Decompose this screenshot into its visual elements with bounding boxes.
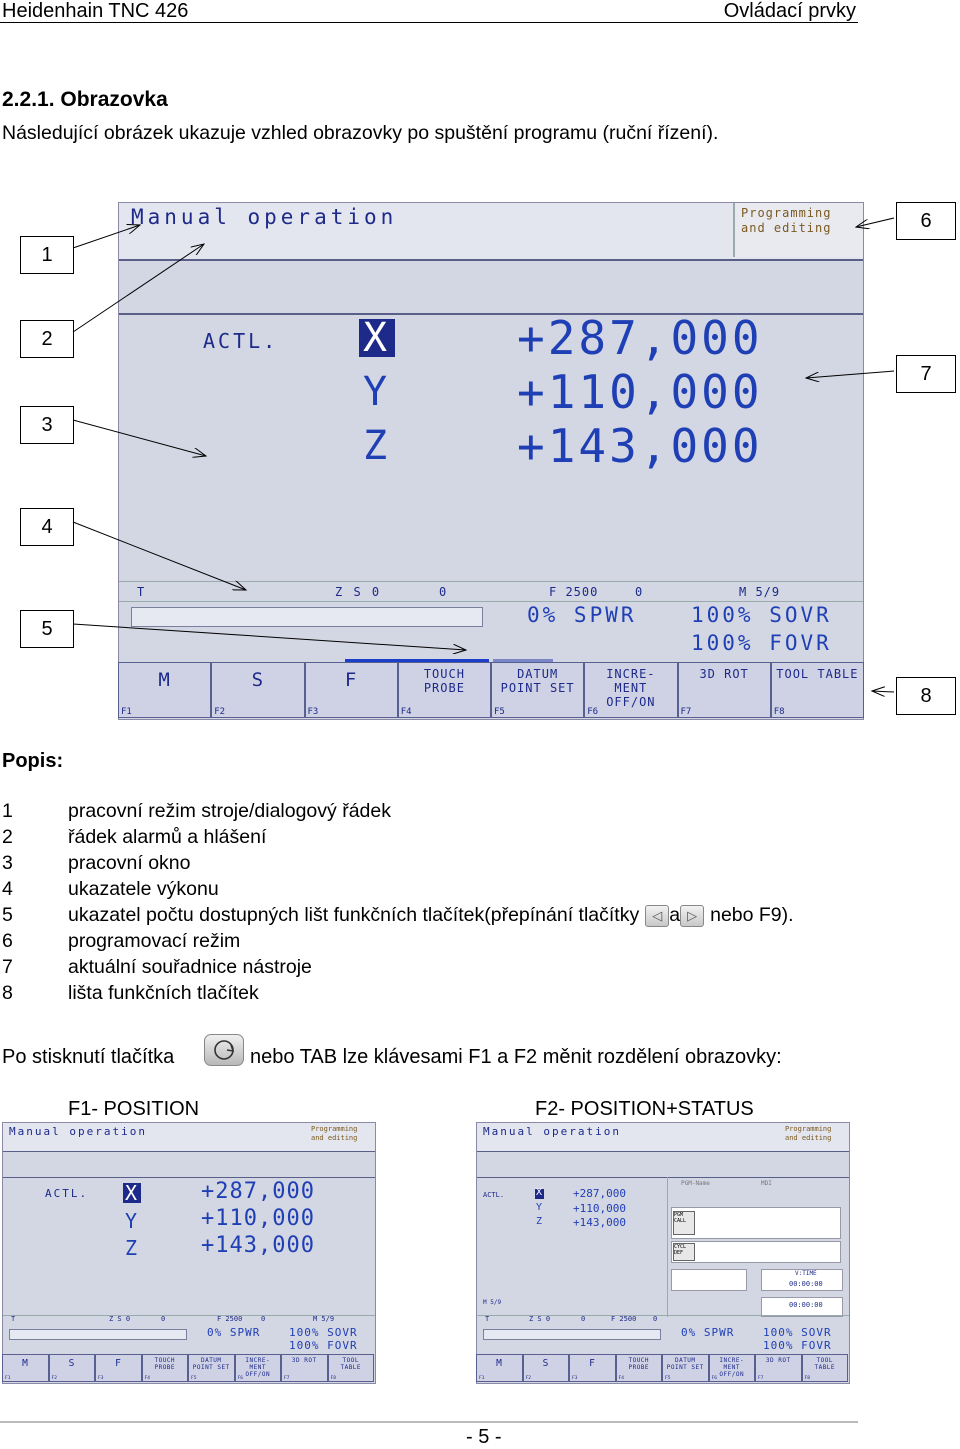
sub2-softkey-f5[interactable] [662,1354,709,1382]
sub2-x-value: +287,000 [573,1187,626,1200]
sub2-mdi: MDI [761,1180,772,1187]
sub1-softkey-fkey: F1 [5,1376,11,1381]
legend-number: 1 [2,800,13,822]
sub2-zs-val: 0 [581,1315,586,1323]
sub2-softkey-f3[interactable] [569,1354,616,1382]
sub1-axis-z: Z [125,1236,138,1260]
sub2-softkey-label: 3D ROT [765,1357,791,1364]
sub2-softkey-f6[interactable] [709,1354,756,1382]
sub1-axis-y: Y [125,1209,138,1233]
tab-key-icon [204,1034,244,1066]
sub2-t: T [485,1315,490,1323]
sub1-softkey-label: S [68,1358,75,1369]
axis-y: Y [363,369,388,415]
legend-item [2,878,942,904]
sub1-zs-val: 0 [161,1315,166,1323]
status-t: T [137,585,145,599]
axis-z: Z [363,423,388,469]
header-right: Ovládací prvky [723,0,856,22]
callout-2: 2 [20,320,74,358]
status-m: M 5/9 [739,585,781,599]
sub2-softkey-fkey: F4 [618,1376,624,1381]
sub2-softkey-fkey: F1 [479,1376,485,1381]
sub1-y-value: +110,000 [201,1206,315,1231]
legend-item [2,800,942,826]
sub1-fovr: 100% FOVR [289,1339,358,1352]
mode-title: Manual operation [131,205,398,229]
sub1-softkey-label: INCRE- MENT OFF/ON [245,1357,271,1378]
sub1-softkey-f1[interactable] [2,1354,49,1382]
sub1-softkey-label: TOOL TABLE [340,1357,362,1371]
sub2-softkey-fkey: F6 [711,1376,717,1381]
main-softkey-fkey: F4 [400,707,412,717]
sub1-mode: Manual operation [9,1125,147,1138]
page-number: - 5 - [466,1426,502,1448]
legend-text: pracovní okno [68,852,191,874]
sub2-axis-y: Y [536,1202,543,1213]
sub2-title: F2- POSITION+STATUS [535,1098,754,1120]
sub1-t: T [11,1315,16,1323]
sub2-softkey-label: M [496,1358,503,1369]
sub1-f: F 2500 [217,1315,243,1323]
prog-mode-label: Programming and editing [741,206,832,235]
main-softkey-label: 3D ROT [699,667,749,681]
sub1-softkey-f4[interactable] [142,1354,189,1382]
main-softkey-label: M [158,669,171,691]
legend-number: 3 [2,852,13,874]
sub1-softkey-label: TOUCH PROBE [154,1357,176,1371]
sub1-softkey-f5[interactable] [188,1354,235,1382]
main-softkey-fkey: F7 [680,707,692,717]
sub1-axis-x: X [125,1181,138,1205]
callout-3: 3 [20,406,74,444]
sub1-softkey-fkey: F2 [51,1376,57,1381]
sub1-z-value: +143,000 [201,1233,315,1258]
sub2-softkey-label: TOOL TABLE [814,1357,836,1371]
legend-number: 8 [2,982,13,1004]
legend-number: 7 [2,956,13,978]
legend-item [2,826,942,852]
sub1-softkey-fkey: F3 [98,1376,104,1381]
legend-text: aktuální souřadnice nástroje [68,956,312,978]
sub2-sovr: 100% SOVR [763,1326,832,1339]
intro-text: Následující obrázek ukazuje vzhled obrazovky po spuštění programu (ruční řízení). [2,122,719,144]
status-zs: Z S 0 [335,585,382,599]
sub2-pgm-name: PGM-Name [681,1180,710,1187]
sub2-spwr: 0% SPWR [681,1326,735,1339]
sub2-f: F 2500 [611,1315,637,1323]
legend [2,800,942,1010]
sub2-softkey-fkey: F8 [804,1376,810,1381]
axis-x: X [363,315,388,361]
sub1-spwr: 0% SPWR [207,1326,261,1339]
main-softkey-fkey: F6 [587,707,599,717]
sub1-softkey-f7[interactable] [281,1354,328,1382]
sub2-softkey-fkey: F2 [525,1376,531,1381]
fovr: 100% FOVR [691,631,832,655]
header-left: Heidenhain TNC 426 [2,0,189,22]
arrow-left-key-icon: ◁ [645,905,669,927]
sub2-softkey-label: F [589,1358,596,1369]
tab-text-before: Po stisknutí tlačítka [2,1046,175,1068]
sub1-title: F1- POSITION [68,1098,200,1120]
sub1-softkey-label: DATUM POINT SET [192,1357,230,1371]
sub2-axis-x: X [536,1187,543,1198]
legend-item [2,956,942,982]
actl-label: ACTL. [203,329,279,353]
legend-text: ukazatele výkonu [68,878,219,900]
main-softkey-fkey: F1 [121,707,132,717]
legend-number: 2 [2,826,13,848]
sub1-actl: ACTL. [45,1187,89,1200]
legend-item [2,930,942,956]
sub1-softkey-label: M [22,1358,29,1369]
sub2-softkey-label: INCRE- MENT OFF/ON [719,1357,745,1378]
sub1-softkey-fkey: F8 [330,1376,336,1381]
screen-position-status [476,1122,850,1384]
sub2-y-value: +110,000 [573,1202,626,1215]
spwr: 0% SPWR [527,603,637,627]
legend-item [2,982,942,1008]
sub2-softkey-label: S [542,1358,549,1369]
sub2-softkey-fkey: F3 [572,1376,578,1381]
main-softkey-label: TOOL TABLE [776,667,859,681]
sub2-softkey-fkey: F7 [758,1376,764,1381]
sub1-softkey-fkey: F5 [191,1376,197,1381]
legend-text: pracovní režim stroje/dialogový řádek [68,800,391,822]
sub1-softkey-row [2,1354,374,1382]
callout-6: 6 [896,202,956,240]
sub1-softkey-f8[interactable] [328,1354,375,1382]
screen-position [2,1122,376,1384]
callout-4: 4 [20,508,74,546]
status-f-val: 0 [635,585,643,599]
status-zs-val: 0 [439,585,447,599]
arrow-right-key-icon: ▷ [680,905,704,927]
status-f: F 2500 [549,585,599,599]
sub1-x-value: +287,000 [201,1179,315,1204]
sub2-softkey-f8[interactable] [802,1354,849,1382]
callout-7: 7 [896,355,956,393]
callout-8: 8 [896,677,956,715]
sub1-softkey-label: F [115,1358,122,1369]
sub2-actl: ACTL. [483,1191,505,1199]
sub2-softkey-f4[interactable] [616,1354,663,1382]
sub2-zs: Z S 0 [529,1315,551,1323]
main-softkey-fkey: F5 [494,707,505,717]
sub2-cc-icon [671,1269,747,1291]
sub1-softkey-label: 3D ROT [291,1357,317,1364]
axis-y-value: +110,000 [517,365,763,419]
sub1-softkey-f2[interactable] [49,1354,96,1382]
legend-item [2,904,942,930]
sub2-softkey-row [476,1354,848,1382]
section-title: 2.2.1. Obrazovka [2,88,168,111]
sub2-fovr: 100% FOVR [763,1339,832,1352]
main-softkey-label: F [344,669,358,691]
callout-1: 1 [20,236,74,274]
sovr: 100% SOVR [691,603,832,627]
sub2-z-value: +143,000 [573,1216,626,1229]
sub1-softkey-fkey: F6 [237,1376,243,1381]
sub2-mode: Manual operation [483,1125,621,1138]
legend-item [2,852,942,878]
callout-5: 5 [20,610,74,648]
sub2-softkey-f7[interactable] [755,1354,802,1382]
sub2-time2: 00:00:00 [789,1301,823,1309]
legend-title: Popis: [2,750,64,772]
sub2-softkey-f2[interactable] [523,1354,570,1382]
main-softkey-label: DATUM POINT SET [500,667,575,695]
sub2-softkey-f1[interactable] [476,1354,523,1382]
sub1-softkey-f6[interactable] [235,1354,282,1382]
sub1-f-val: 0 [261,1315,266,1323]
legend-number: 5 [2,904,13,926]
sub2-softkey-label: DATUM POINT SET [666,1357,704,1371]
sub2-cycl-def: CYCL DEF [673,1243,695,1261]
tab-text-after: nebo TAB lze klávesami F1 a F2 měnit rozdělení obrazovky: [250,1046,782,1068]
main-softkey-fkey: F3 [307,707,319,717]
main-softkey-fkey: F2 [214,707,226,717]
legend-number: 6 [2,930,13,952]
sub1-softkey-fkey: F7 [284,1376,290,1381]
axis-z-value: +143,000 [517,419,763,473]
sub2-f-val: 0 [653,1315,658,1323]
sub1-softkey-f3[interactable] [95,1354,142,1382]
sub1-softkey-fkey: F4 [144,1376,150,1381]
sub2-softkey-label: TOUCH PROBE [628,1357,650,1371]
axis-x-value: +287,000 [517,311,763,365]
sub1-zs: Z S 0 [109,1315,131,1323]
sub2-axis-z: Z [536,1216,543,1227]
sub2-pgm-call: PGM CALL [673,1211,695,1235]
legend-text: řádek alarmů a hlášení [68,826,267,848]
sub2-time1: 00:00:00 [789,1280,823,1288]
main-softkey-label: TOUCH PROBE [423,667,465,695]
legend-text: ukazatel počtu dostupných lišt funkčních tlačítek(přepínání tlačítky ◁ a ▷ nebo F9). [68,904,794,926]
sub2-m59: M 5/9 [483,1299,502,1306]
main-softkey-label: S [251,669,265,691]
main-softkey-fkey: F8 [773,707,785,717]
main-softkey-label: INCRE- MENT OFF/ON [606,667,656,709]
legend-text: programovací režim [68,930,241,952]
sub1-sovr: 100% SOVR [289,1326,358,1339]
legend-text: lišta funkčních tlačítek [68,982,259,1004]
sub2-vtime: V:TIME [795,1270,817,1277]
sub2-softkey-fkey: F5 [665,1376,671,1381]
sub1-m: M 5/9 [313,1315,335,1323]
sub2-prog-mode: Programming and editing [785,1125,832,1142]
sub1-prog-mode: Programming and editing [311,1125,358,1142]
legend-number: 4 [2,878,13,900]
